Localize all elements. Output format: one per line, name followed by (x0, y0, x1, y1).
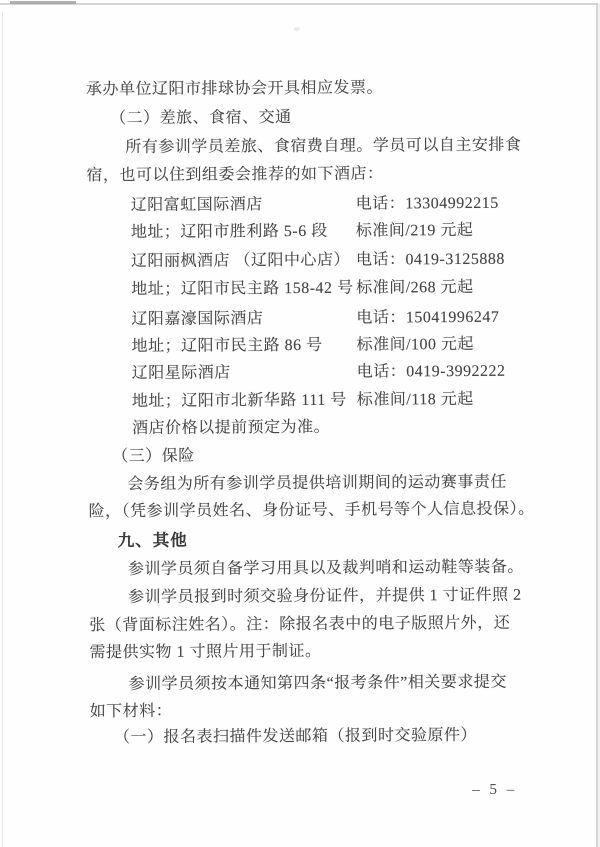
heading-insurance: （三）保险 (112, 447, 195, 466)
hotel-row (131, 221, 551, 242)
hotel-phone: 电话：15041996247 (356, 308, 500, 327)
hotel-rate: 标准间/268 元起 (356, 278, 474, 297)
paragraph-gear: 参训学员须自备学习用具以及裁判哨和运动鞋等装备。 (127, 558, 524, 579)
hotel-rate: 标准间/118 元起 (356, 390, 474, 409)
hotel-name: 辽阳星际酒店 (131, 364, 231, 383)
hotel-name: 辽阳嘉濠国际酒店 (131, 310, 264, 329)
paragraph-insurance-line1: 会务组为所有参训学员提供培训期间的运动赛事责任 (127, 473, 507, 494)
hotel-address: 地址；辽阳市民主路 86 号 (131, 336, 323, 356)
heading-travel-lodging: （二）差旅、食宿、交通 (110, 109, 292, 128)
hotel-name: 辽阳富虹国际酒店 (130, 196, 263, 215)
hotel-address: 地址；辽阳市北新华路 111 号 (131, 391, 347, 411)
paragraph-travel-line1: 所有参训学员差旅、食宿费自理。学员可以自主安排食 (125, 136, 522, 157)
hotel-row (131, 335, 551, 356)
hotel-phone: 电话：0419-3125888 (355, 250, 505, 269)
hotel-rate: 标准间/100 元起 (356, 335, 475, 354)
hotel-row (132, 390, 552, 411)
hotel-price-note: 酒店价格以提前预定为准。 (131, 418, 331, 438)
hotel-row (132, 362, 552, 383)
heading-other: 九、其他 (117, 531, 188, 551)
paragraph-travel-line2: 宿，也可以住到组委会推荐的如下酒店： (86, 165, 384, 185)
list-item-registration-form: （一）报名表扫描件发送邮箱（报到时交验原件） (113, 726, 477, 747)
hotel-phone: 电话：0419-3992222 (356, 362, 506, 381)
hotel-rate: 标准间/219 元起 (355, 221, 474, 240)
hotel-row (131, 308, 551, 329)
paragraph-submit-line2: 如下材料： (89, 702, 173, 721)
paragraph-submit-line1: 参训学员须按本通知第四条“报考条件”相关要求提交 (128, 673, 507, 694)
hotel-row (131, 278, 551, 299)
hotel-row (131, 194, 551, 215)
hotel-row (131, 250, 551, 271)
hotel-phone: 电话：13304992215 (355, 194, 499, 213)
hotel-address: 地址；辽阳市胜利路 5-6 段 (130, 222, 328, 242)
paragraph-photo-line1: 参训学员报到时须交验身份证件，并提供 1 寸证件照 2 (128, 586, 522, 607)
hotel-address: 地址；辽阳市民主路 158-42 号 (131, 279, 354, 299)
paragraph-photo-line2: 张（背面标注姓名）。注：除报名表中的电子版照片外，还 (89, 614, 511, 635)
paragraph-photo-line3: 需提供实物 1 寸照片用于制证。 (89, 642, 322, 662)
page-number: – 5 – (472, 781, 518, 798)
paragraph-insurance-line2: 险，（凭参训学员姓名、身份证号、手机号等个人信息投保）。 (88, 500, 535, 521)
hotel-name: 辽阳丽枫酒店 （辽阳中心店） (130, 251, 351, 271)
paragraph-invoice-continuation: 承办单位辽阳市排球协会开具相应发票。 (85, 79, 384, 99)
